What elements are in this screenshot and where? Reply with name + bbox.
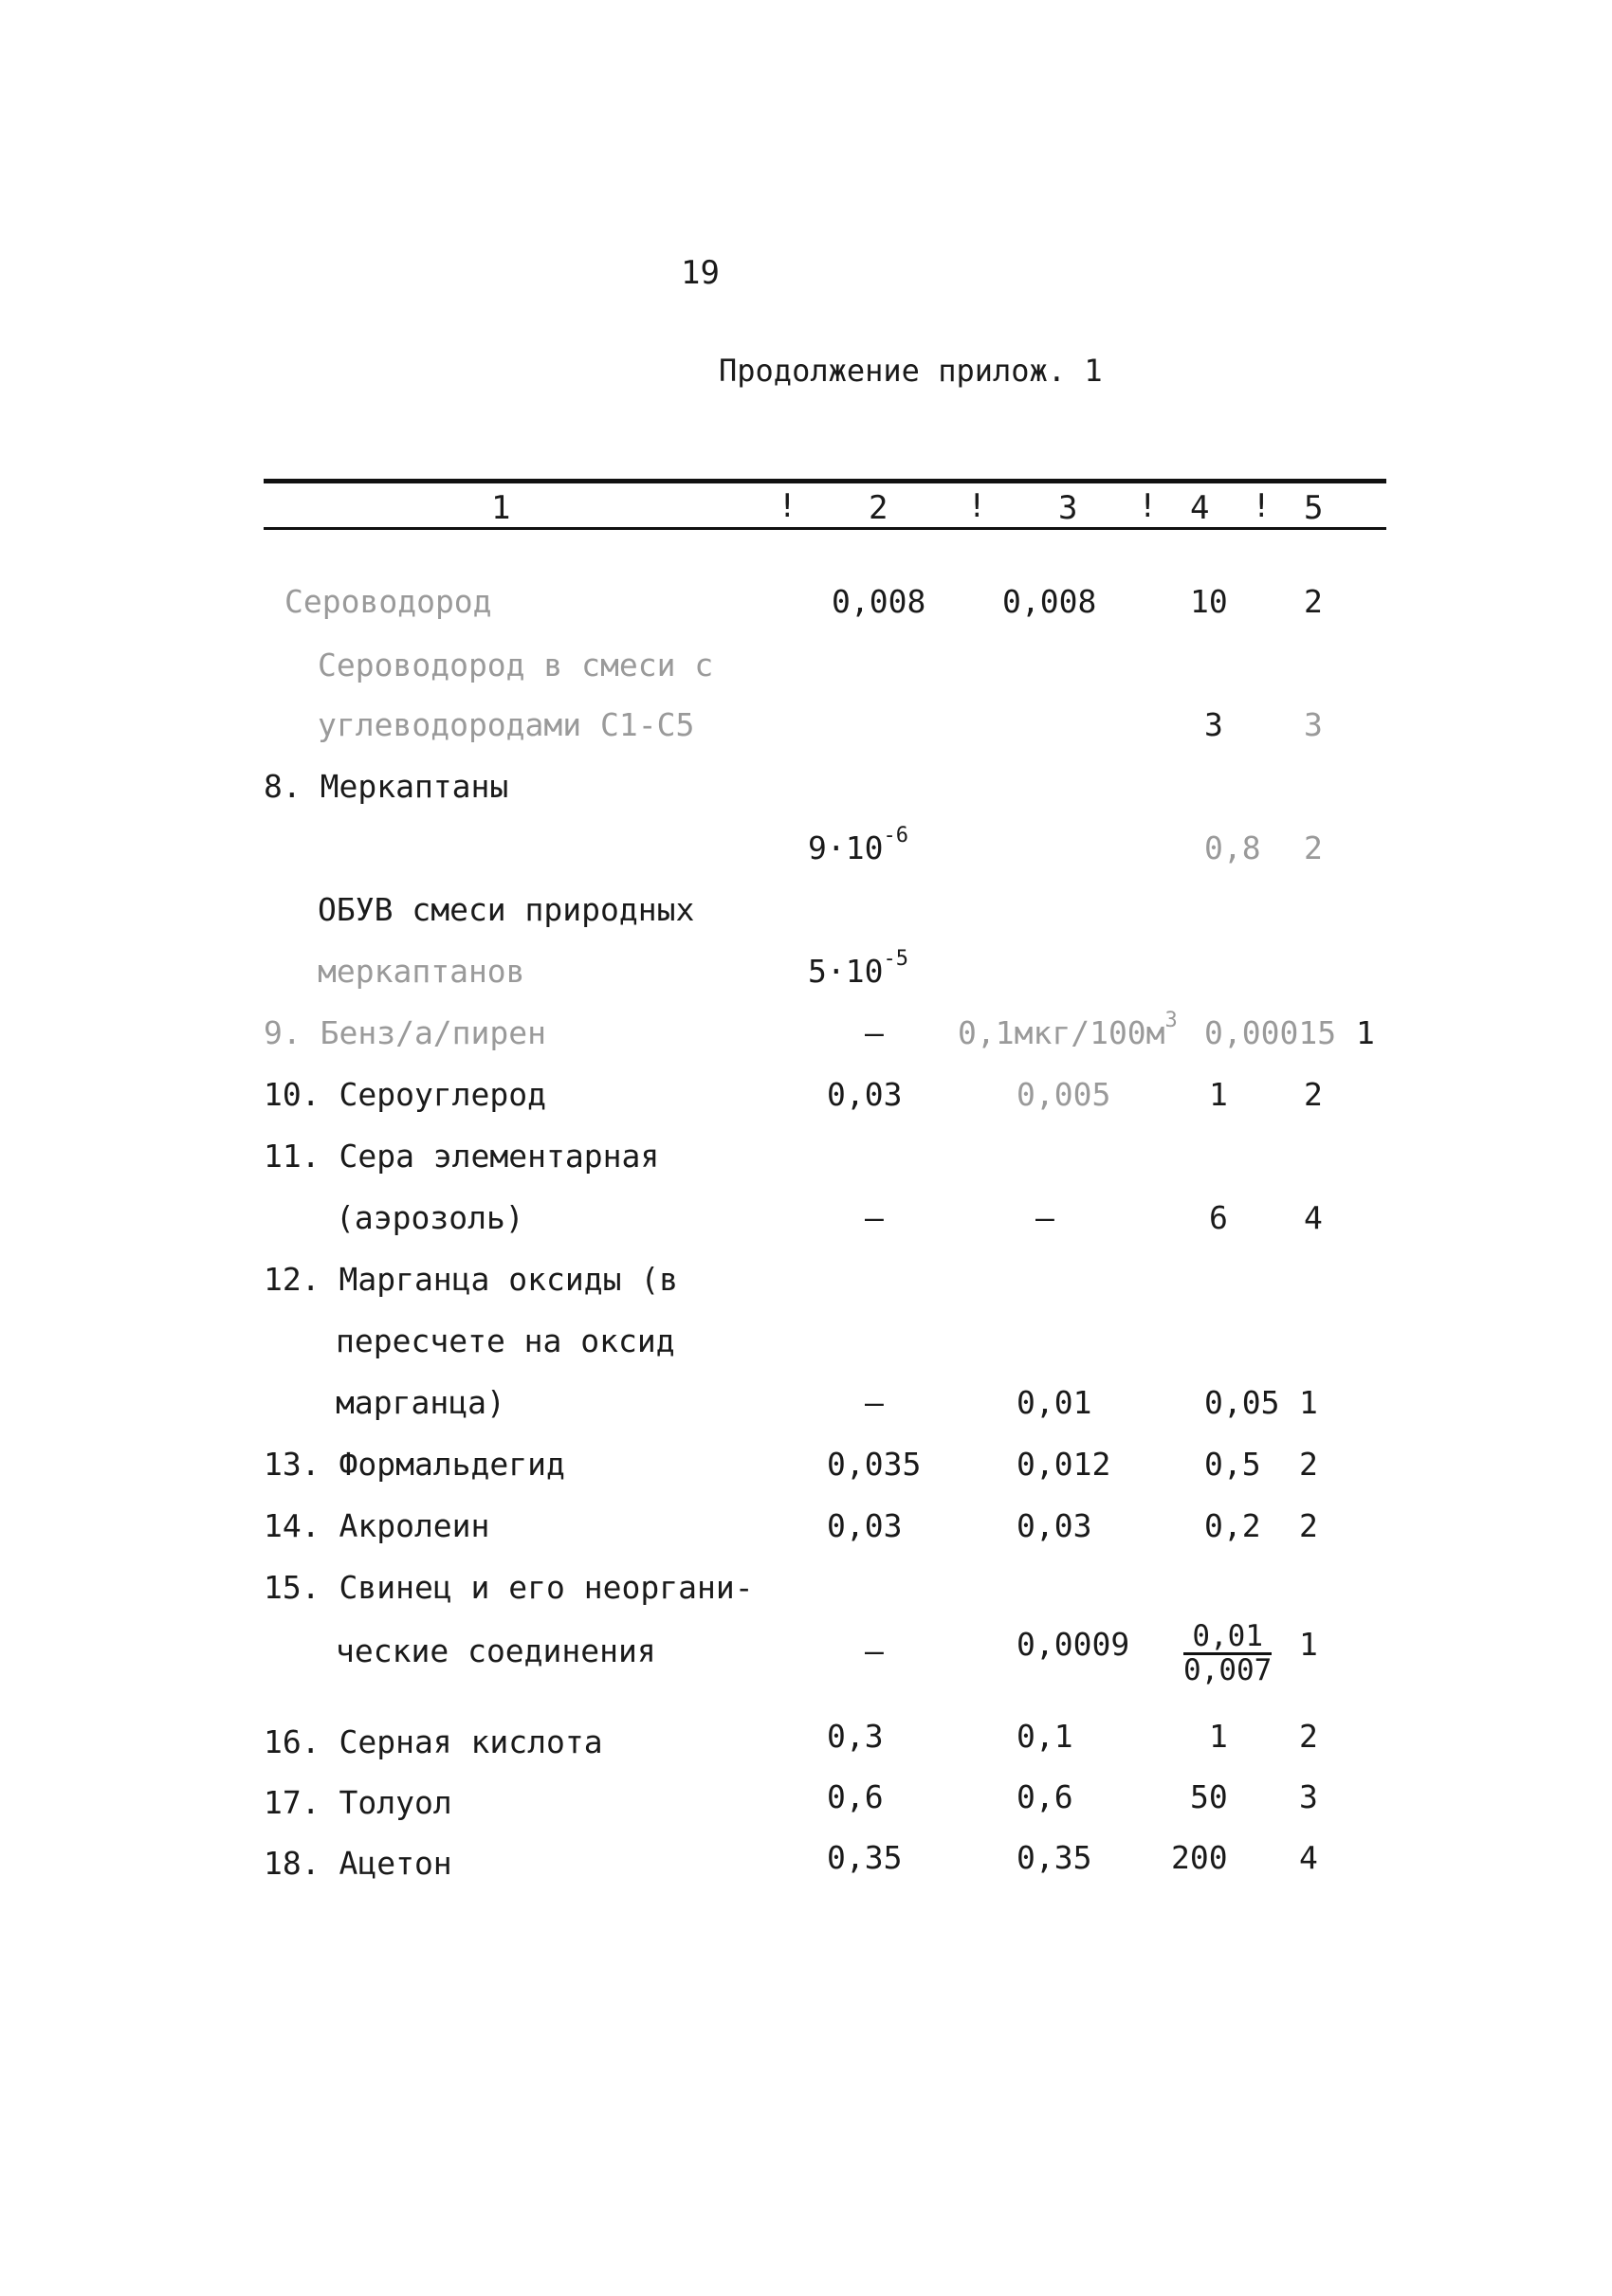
column-separator: ! bbox=[967, 487, 987, 525]
cell-col5: 4 bbox=[1299, 1839, 1318, 1876]
column-header-5: 5 bbox=[1304, 489, 1324, 527]
row-name: 13. Формальдегид bbox=[264, 1446, 565, 1483]
cell-col4: 6 bbox=[1209, 1199, 1228, 1236]
cell-col3: $0,1мкг/100м^3$ bbox=[958, 1009, 1178, 1051]
fraction-denominator: 0,007 bbox=[1183, 1652, 1273, 1687]
cell-col3: 0,03 bbox=[1017, 1507, 1092, 1544]
cell-col5: 1 bbox=[1356, 1014, 1375, 1051]
cell-col2: 0,035 bbox=[827, 1446, 922, 1483]
cell-col4: 0,00015 bbox=[1204, 1014, 1337, 1051]
cell-col2: $5\cdot 10^{-5}$ bbox=[808, 947, 908, 990]
cell-col2: 0,3 bbox=[827, 1718, 884, 1755]
row-name: ческие соединения bbox=[336, 1632, 656, 1669]
cell-col5: 2 bbox=[1304, 583, 1323, 620]
row-name: 17. Толуол bbox=[264, 1784, 452, 1821]
cell-col5: 3 bbox=[1304, 706, 1323, 743]
row-name: 14. Акролеин bbox=[264, 1507, 490, 1544]
column-header-3: 3 bbox=[1058, 489, 1078, 527]
column-separator: ! bbox=[1252, 487, 1272, 525]
page-number: 19 bbox=[681, 254, 720, 292]
cell-col5: 2 bbox=[1299, 1446, 1318, 1483]
cell-col3: 0,012 bbox=[1017, 1446, 1111, 1483]
row-name: 12. Марганца оксиды (в bbox=[264, 1261, 679, 1298]
cell-col5: 3 bbox=[1299, 1778, 1318, 1815]
table-top-rule bbox=[264, 479, 1386, 483]
cell-col5: 2 bbox=[1299, 1507, 1318, 1544]
cell-col4: 0,05 bbox=[1204, 1384, 1280, 1421]
cell-col5: 2 bbox=[1304, 1076, 1323, 1113]
row-name: 10. Сероуглерод bbox=[264, 1076, 547, 1113]
cell-col4: 0,5 bbox=[1204, 1446, 1261, 1483]
cell-col5: 4 bbox=[1304, 1199, 1323, 1236]
cell-col2: – bbox=[865, 1632, 884, 1669]
cell-col4: 200 bbox=[1171, 1839, 1228, 1876]
cell-col4: 10 bbox=[1190, 583, 1228, 620]
cell-col3: 0,0009 bbox=[1017, 1626, 1130, 1663]
row-name: 11. Сера элементарная bbox=[264, 1138, 660, 1175]
row-name: ОБУВ смеси природных bbox=[318, 891, 695, 928]
cell-col4: 1 bbox=[1209, 1076, 1228, 1113]
cell-col2: 0,6 bbox=[827, 1778, 884, 1815]
row-name: меркаптанов bbox=[318, 953, 525, 990]
column-header-2: 2 bbox=[869, 489, 888, 527]
row-name: 8. Меркаптаны bbox=[264, 768, 509, 805]
cell-col2: – bbox=[865, 1384, 884, 1421]
cell-col4: 3 bbox=[1204, 706, 1223, 743]
cell-col4: 0,8 bbox=[1204, 829, 1261, 866]
cell-col5: 2 bbox=[1299, 1718, 1318, 1755]
row-name: 9. Бенз/а/пирен bbox=[264, 1014, 547, 1051]
row-name: 16. Серная кислота bbox=[264, 1723, 603, 1760]
row-name: 15. Свинец и его неоргани- bbox=[264, 1569, 754, 1606]
column-header-1: 1 bbox=[491, 489, 511, 527]
cell-col3: 0,6 bbox=[1017, 1778, 1073, 1815]
cell-col2: 0,008 bbox=[832, 583, 926, 620]
row-name: (аэрозоль) bbox=[336, 1199, 524, 1236]
cell-col4-fraction bbox=[1183, 1621, 1272, 1686]
cell-col3: 0,005 bbox=[1017, 1076, 1111, 1113]
cell-col5: 1 bbox=[1299, 1384, 1318, 1421]
cell-col4: 0,2 bbox=[1204, 1507, 1261, 1544]
cell-col5: 1 bbox=[1299, 1626, 1318, 1663]
cell-col2: 0,03 bbox=[827, 1076, 903, 1113]
table-header-rule bbox=[264, 527, 1386, 530]
cell-col3: 0,35 bbox=[1017, 1839, 1092, 1876]
cell-col3: 0,1 bbox=[1017, 1718, 1073, 1755]
cell-col2: 0,03 bbox=[827, 1507, 903, 1544]
cell-col2: $9\cdot 10^{-6}$ bbox=[808, 824, 908, 866]
cell-col2: 0,35 bbox=[827, 1839, 903, 1876]
cell-col5: 2 bbox=[1304, 829, 1323, 866]
cell-col2: – bbox=[865, 1014, 884, 1051]
row-name: 18. Ацетон bbox=[264, 1845, 452, 1882]
column-separator: ! bbox=[778, 487, 797, 525]
fraction-numerator: 0,01 bbox=[1183, 1621, 1272, 1655]
row-name: Сероводород bbox=[284, 583, 492, 620]
column-separator: ! bbox=[1138, 487, 1158, 525]
row-name: Сероводород в смеси с bbox=[318, 647, 714, 683]
cell-col3: 0,01 bbox=[1017, 1384, 1092, 1421]
cell-col4: 1 bbox=[1209, 1718, 1228, 1755]
row-name: пересчете на оксид bbox=[336, 1322, 675, 1359]
cell-col4: 50 bbox=[1190, 1778, 1228, 1815]
column-header-4: 4 bbox=[1190, 489, 1210, 527]
continuation-title: Продолжение прилож. 1 bbox=[719, 353, 1103, 389]
row-name: марганца) bbox=[336, 1384, 505, 1421]
cell-col3: 0,008 bbox=[1002, 583, 1097, 620]
row-name: углеводородами С1-С5 bbox=[318, 706, 695, 743]
cell-col2: – bbox=[865, 1199, 884, 1236]
cell-col3: – bbox=[1035, 1199, 1054, 1236]
